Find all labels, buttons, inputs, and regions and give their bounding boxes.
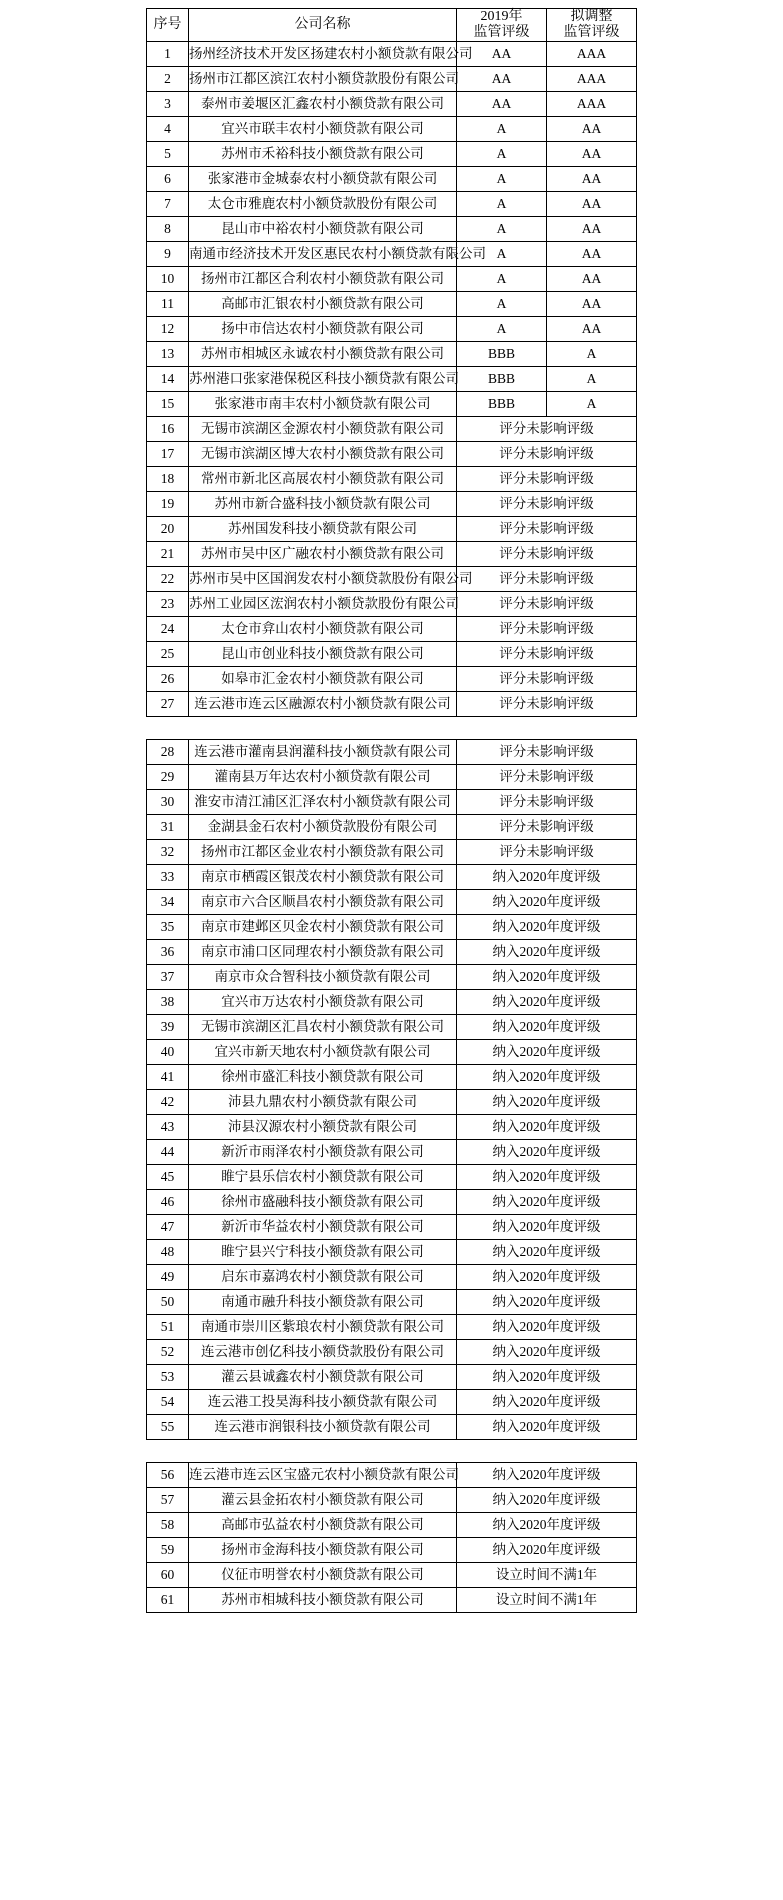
company-name: 淮安市清江浦区汇泽农村小额贷款有限公司	[189, 790, 457, 815]
new-rating: A	[547, 367, 637, 392]
rating-note: 评分未影响评级	[457, 567, 637, 592]
table-block	[0, 1462, 783, 1613]
table-row	[147, 890, 637, 915]
old-rating: AA	[457, 67, 547, 92]
new-rating: AA	[547, 117, 637, 142]
old-rating: A	[457, 217, 547, 242]
table-row	[147, 1415, 637, 1440]
row-number: 19	[147, 492, 189, 517]
row-number: 60	[147, 1563, 189, 1588]
company-name: 南京市栖霞区银茂农村小额贷款有限公司	[189, 865, 457, 890]
table-row	[147, 1240, 637, 1265]
table-row	[147, 1538, 637, 1563]
company-name: 沛县九鼎农村小额贷款有限公司	[189, 1090, 457, 1115]
row-number: 38	[147, 990, 189, 1015]
rating-note: 纳入2020年度评级	[457, 1215, 637, 1240]
company-name: 泰州市姜堰区汇鑫农村小额贷款有限公司	[189, 92, 457, 117]
table-row	[147, 117, 637, 142]
company-name: 常州市新北区高展农村小额贷款有限公司	[189, 467, 457, 492]
row-number: 30	[147, 790, 189, 815]
old-rating: A	[457, 317, 547, 342]
new-rating: AAA	[547, 42, 637, 67]
old-rating: A	[457, 167, 547, 192]
table-row	[147, 790, 637, 815]
table-row	[147, 1390, 637, 1415]
table-row	[147, 1488, 637, 1513]
old-rating: BBB	[457, 342, 547, 367]
rating-note: 纳入2020年度评级	[457, 1015, 637, 1040]
row-number: 10	[147, 267, 189, 292]
new-rating: A	[547, 342, 637, 367]
rating-table	[146, 8, 637, 717]
table-row	[147, 392, 637, 417]
table-row	[147, 292, 637, 317]
table-row	[147, 267, 637, 292]
company-name: 南通市融升科技小额贷款有限公司	[189, 1290, 457, 1315]
new-rating: AAA	[547, 67, 637, 92]
row-number: 58	[147, 1513, 189, 1538]
table-blocks-container	[0, 8, 783, 1613]
rating-note: 评分未影响评级	[457, 740, 637, 765]
rating-note: 纳入2020年度评级	[457, 1240, 637, 1265]
old-rating: A	[457, 142, 547, 167]
row-number: 23	[147, 592, 189, 617]
table-row	[147, 1315, 637, 1340]
company-name: 灌云县金拓农村小额贷款有限公司	[189, 1488, 457, 1513]
company-name: 苏州港口张家港保税区科技小额贷款有限公司	[189, 367, 457, 392]
table-block	[0, 8, 783, 717]
header-new-rating-line1: 拟调整	[570, 9, 613, 24]
rating-note: 纳入2020年度评级	[457, 1538, 637, 1563]
company-name: 扬州市江都区滨江农村小额贷款股份有限公司	[189, 67, 457, 92]
table-row	[147, 217, 637, 242]
company-name: 灌南县万年达农村小额贷款有限公司	[189, 765, 457, 790]
company-name: 无锡市滨湖区汇昌农村小额贷款有限公司	[189, 1015, 457, 1040]
row-number: 3	[147, 92, 189, 117]
company-name: 南京市浦口区同理农村小额贷款有限公司	[189, 940, 457, 965]
new-rating: AA	[547, 317, 637, 342]
row-number: 4	[147, 117, 189, 142]
row-number: 16	[147, 417, 189, 442]
company-name: 徐州市盛汇科技小额贷款有限公司	[189, 1065, 457, 1090]
company-name: 新沂市华益农村小额贷款有限公司	[189, 1215, 457, 1240]
row-number: 2	[147, 67, 189, 92]
company-name: 无锡市滨湖区博大农村小额贷款有限公司	[189, 442, 457, 467]
rating-note: 评分未影响评级	[457, 815, 637, 840]
company-name: 昆山市创业科技小额贷款有限公司	[189, 642, 457, 667]
row-number: 50	[147, 1290, 189, 1315]
company-name: 灌云县诚鑫农村小额贷款有限公司	[189, 1365, 457, 1390]
row-number: 13	[147, 342, 189, 367]
table-row	[147, 417, 637, 442]
table-row	[147, 1065, 637, 1090]
old-rating: A	[457, 242, 547, 267]
company-name: 新沂市雨泽农村小额贷款有限公司	[189, 1140, 457, 1165]
table-row	[147, 815, 637, 840]
company-name: 张家港市南丰农村小额贷款有限公司	[189, 392, 457, 417]
rating-note: 纳入2020年度评级	[457, 1513, 637, 1538]
table-row	[147, 1290, 637, 1315]
table-row	[147, 567, 637, 592]
rating-table	[146, 1462, 637, 1613]
table-row	[147, 765, 637, 790]
table-row	[147, 1463, 637, 1488]
company-name: 宜兴市新天地农村小额贷款有限公司	[189, 1040, 457, 1065]
table-row	[147, 617, 637, 642]
row-number: 25	[147, 642, 189, 667]
old-rating: BBB	[457, 367, 547, 392]
new-rating: AA	[547, 217, 637, 242]
rating-note: 纳入2020年度评级	[457, 1290, 637, 1315]
row-number: 34	[147, 890, 189, 915]
company-name: 南京市建邺区贝金农村小额贷款有限公司	[189, 915, 457, 940]
table-row	[147, 467, 637, 492]
row-number: 21	[147, 542, 189, 567]
table-row	[147, 740, 637, 765]
row-number: 17	[147, 442, 189, 467]
table-row	[147, 642, 637, 667]
rating-note: 纳入2020年度评级	[457, 1340, 637, 1365]
rating-note: 纳入2020年度评级	[457, 1140, 637, 1165]
rating-note: 设立时间不满1年	[457, 1588, 637, 1613]
company-name: 南京市众合智科技小额贷款有限公司	[189, 965, 457, 990]
rating-note: 评分未影响评级	[457, 790, 637, 815]
table-row	[147, 42, 637, 67]
row-number: 28	[147, 740, 189, 765]
row-number: 39	[147, 1015, 189, 1040]
table-row	[147, 542, 637, 567]
row-number: 22	[147, 567, 189, 592]
company-name: 扬州经济技术开发区扬建农村小额贷款有限公司	[189, 42, 457, 67]
row-number: 6	[147, 167, 189, 192]
table-row	[147, 342, 637, 367]
row-number: 44	[147, 1140, 189, 1165]
company-name: 苏州市吴中区国润发农村小额贷款股份有限公司	[189, 567, 457, 592]
company-name: 苏州工业园区浤润农村小额贷款股份有限公司	[189, 592, 457, 617]
rating-note: 纳入2020年度评级	[457, 1190, 637, 1215]
table-row	[147, 840, 637, 865]
row-number: 52	[147, 1340, 189, 1365]
table-row	[147, 1115, 637, 1140]
header-new-rating	[547, 9, 637, 42]
company-name: 张家港市金城泰农村小额贷款有限公司	[189, 167, 457, 192]
company-name: 高邮市汇银农村小额贷款有限公司	[189, 292, 457, 317]
header-old-rating	[457, 9, 547, 42]
table-row	[147, 1140, 637, 1165]
rating-note: 评分未影响评级	[457, 840, 637, 865]
company-name: 睢宁县兴宁科技小额贷款有限公司	[189, 1240, 457, 1265]
company-name: 太仓市雅鹿农村小额贷款股份有限公司	[189, 192, 457, 217]
table-row	[147, 692, 637, 717]
company-name: 扬州市金海科技小额贷款有限公司	[189, 1538, 457, 1563]
table-row	[147, 1165, 637, 1190]
company-name: 太仓市弇山农村小额贷款有限公司	[189, 617, 457, 642]
rating-note: 评分未影响评级	[457, 617, 637, 642]
table-row	[147, 667, 637, 692]
old-rating: AA	[457, 42, 547, 67]
old-rating: A	[457, 117, 547, 142]
company-name: 如皋市汇金农村小额贷款有限公司	[189, 667, 457, 692]
table-row	[147, 1340, 637, 1365]
company-name: 苏州市新合盛科技小额贷款有限公司	[189, 492, 457, 517]
company-name: 南通市经济技术开发区惠民农村小额贷款有限公司	[189, 242, 457, 267]
table-row	[147, 192, 637, 217]
row-number: 27	[147, 692, 189, 717]
row-number: 45	[147, 1165, 189, 1190]
old-rating: A	[457, 267, 547, 292]
rating-note: 纳入2020年度评级	[457, 1165, 637, 1190]
row-number: 20	[147, 517, 189, 542]
row-number: 12	[147, 317, 189, 342]
company-name: 徐州市盛融科技小额贷款有限公司	[189, 1190, 457, 1215]
new-rating: AA	[547, 267, 637, 292]
rating-note: 纳入2020年度评级	[457, 1415, 637, 1440]
rating-note: 纳入2020年度评级	[457, 1265, 637, 1290]
row-number: 49	[147, 1265, 189, 1290]
new-rating: AA	[547, 192, 637, 217]
rating-table	[146, 739, 637, 1440]
table-row	[147, 965, 637, 990]
row-number: 36	[147, 940, 189, 965]
new-rating: AA	[547, 142, 637, 167]
table-row	[147, 1365, 637, 1390]
company-name: 无锡市滨湖区金源农村小额贷款有限公司	[189, 417, 457, 442]
block-separator	[0, 717, 783, 739]
rating-note: 纳入2020年度评级	[457, 965, 637, 990]
company-name: 扬州市江都区合利农村小额贷款有限公司	[189, 267, 457, 292]
table-row	[147, 990, 637, 1015]
table-row	[147, 492, 637, 517]
table-header-row	[147, 9, 637, 42]
table-row	[147, 442, 637, 467]
new-rating: AA	[547, 292, 637, 317]
row-number: 41	[147, 1065, 189, 1090]
company-name: 昆山市中裕农村小额贷款有限公司	[189, 217, 457, 242]
rating-note: 纳入2020年度评级	[457, 1040, 637, 1065]
rating-note: 评分未影响评级	[457, 692, 637, 717]
new-rating: AA	[547, 167, 637, 192]
table-row	[147, 517, 637, 542]
row-number: 46	[147, 1190, 189, 1215]
row-number: 9	[147, 242, 189, 267]
row-number: 37	[147, 965, 189, 990]
company-name: 苏州市吴中区广融农村小额贷款有限公司	[189, 542, 457, 567]
table-row	[147, 167, 637, 192]
block-separator	[0, 1440, 783, 1462]
rating-note: 纳入2020年度评级	[457, 915, 637, 940]
company-name: 宜兴市联丰农村小额贷款有限公司	[189, 117, 457, 142]
rating-note: 纳入2020年度评级	[457, 940, 637, 965]
table-row	[147, 1190, 637, 1215]
table-row	[147, 1588, 637, 1613]
table-row	[147, 1265, 637, 1290]
company-name: 扬州市江都区金业农村小额贷款有限公司	[189, 840, 457, 865]
row-number: 26	[147, 667, 189, 692]
row-number: 18	[147, 467, 189, 492]
company-name: 金湖县金石农村小额贷款股份有限公司	[189, 815, 457, 840]
table-block	[0, 739, 783, 1440]
table-row	[147, 1015, 637, 1040]
rating-note: 评分未影响评级	[457, 667, 637, 692]
row-number: 48	[147, 1240, 189, 1265]
table-row	[147, 1040, 637, 1065]
table-row	[147, 940, 637, 965]
row-number: 42	[147, 1090, 189, 1115]
company-name: 苏州国发科技小额贷款有限公司	[189, 517, 457, 542]
row-number: 15	[147, 392, 189, 417]
row-number: 32	[147, 840, 189, 865]
row-number: 43	[147, 1115, 189, 1140]
old-rating: A	[457, 292, 547, 317]
rating-note: 纳入2020年度评级	[457, 1090, 637, 1115]
header-old-rating-line1: 2019年	[480, 9, 523, 24]
company-name: 苏州市禾裕科技小额贷款有限公司	[189, 142, 457, 167]
company-name: 启东市嘉鸿农村小额贷款有限公司	[189, 1265, 457, 1290]
rating-note: 纳入2020年度评级	[457, 1488, 637, 1513]
row-number: 5	[147, 142, 189, 167]
company-name: 沛县汉源农村小额贷款有限公司	[189, 1115, 457, 1140]
table-row	[147, 142, 637, 167]
company-name: 连云港市灌南县润灌科技小额贷款有限公司	[189, 740, 457, 765]
header-old-rating-line2: 监管评级	[473, 25, 530, 41]
header-new-rating-line2: 监管评级	[563, 25, 620, 41]
rating-note: 评分未影响评级	[457, 765, 637, 790]
rating-note: 纳入2020年度评级	[457, 1115, 637, 1140]
new-rating: AAA	[547, 92, 637, 117]
table-row	[147, 1215, 637, 1240]
table-row	[147, 67, 637, 92]
rating-note: 评分未影响评级	[457, 492, 637, 517]
rating-note: 纳入2020年度评级	[457, 865, 637, 890]
row-number: 33	[147, 865, 189, 890]
rating-note: 纳入2020年度评级	[457, 1315, 637, 1340]
company-name: 连云港市连云区宝盛元农村小额贷款有限公司	[189, 1463, 457, 1488]
company-name: 仪征市明誉农村小额贷款有限公司	[189, 1563, 457, 1588]
table-row	[147, 242, 637, 267]
rating-note: 纳入2020年度评级	[457, 1390, 637, 1415]
row-number: 8	[147, 217, 189, 242]
row-number: 55	[147, 1415, 189, 1440]
row-number: 54	[147, 1390, 189, 1415]
header-no: 序号	[147, 9, 189, 42]
rating-note: 纳入2020年度评级	[457, 890, 637, 915]
company-name: 连云港工投昊海科技小额贷款有限公司	[189, 1390, 457, 1415]
row-number: 56	[147, 1463, 189, 1488]
row-number: 61	[147, 1588, 189, 1613]
company-name: 睢宁县乐信农村小额贷款有限公司	[189, 1165, 457, 1190]
old-rating: AA	[457, 92, 547, 117]
company-name: 苏州市相城科技小额贷款有限公司	[189, 1588, 457, 1613]
company-name: 连云港市润银科技小额贷款有限公司	[189, 1415, 457, 1440]
row-number: 31	[147, 815, 189, 840]
header-company-name: 公司名称	[189, 9, 457, 42]
rating-note: 评分未影响评级	[457, 442, 637, 467]
row-number: 35	[147, 915, 189, 940]
company-name: 南通市崇川区紫琅农村小额贷款有限公司	[189, 1315, 457, 1340]
row-number: 14	[147, 367, 189, 392]
row-number: 59	[147, 1538, 189, 1563]
new-rating: A	[547, 392, 637, 417]
row-number: 24	[147, 617, 189, 642]
company-name: 南京市六合区顺昌农村小额贷款有限公司	[189, 890, 457, 915]
company-name: 连云港市创亿科技小额贷款股份有限公司	[189, 1340, 457, 1365]
table-row	[147, 1563, 637, 1588]
table-row	[147, 592, 637, 617]
rating-note: 评分未影响评级	[457, 467, 637, 492]
rating-note: 纳入2020年度评级	[457, 1065, 637, 1090]
old-rating: A	[457, 192, 547, 217]
rating-note: 评分未影响评级	[457, 417, 637, 442]
row-number: 53	[147, 1365, 189, 1390]
row-number: 47	[147, 1215, 189, 1240]
table-row	[147, 92, 637, 117]
company-name: 苏州市相城区永诚农村小额贷款有限公司	[189, 342, 457, 367]
table-row	[147, 1090, 637, 1115]
row-number: 7	[147, 192, 189, 217]
old-rating: BBB	[457, 392, 547, 417]
row-number: 11	[147, 292, 189, 317]
row-number: 51	[147, 1315, 189, 1340]
row-number: 57	[147, 1488, 189, 1513]
rating-note: 评分未影响评级	[457, 592, 637, 617]
rating-note: 评分未影响评级	[457, 542, 637, 567]
row-number: 1	[147, 42, 189, 67]
rating-note: 评分未影响评级	[457, 517, 637, 542]
row-number: 29	[147, 765, 189, 790]
company-name: 高邮市弘益农村小额贷款有限公司	[189, 1513, 457, 1538]
table-row	[147, 915, 637, 940]
rating-note: 纳入2020年度评级	[457, 1463, 637, 1488]
row-number: 40	[147, 1040, 189, 1065]
rating-note: 纳入2020年度评级	[457, 990, 637, 1015]
table-row	[147, 367, 637, 392]
table-row	[147, 865, 637, 890]
new-rating: AA	[547, 242, 637, 267]
company-name: 连云港市连云区融源农村小额贷款有限公司	[189, 692, 457, 717]
rating-note: 评分未影响评级	[457, 642, 637, 667]
rating-note: 设立时间不满1年	[457, 1563, 637, 1588]
table-row	[147, 1513, 637, 1538]
company-name: 宜兴市万达农村小额贷款有限公司	[189, 990, 457, 1015]
table-row	[147, 317, 637, 342]
rating-note: 纳入2020年度评级	[457, 1365, 637, 1390]
company-name: 扬中市信达农村小额贷款有限公司	[189, 317, 457, 342]
